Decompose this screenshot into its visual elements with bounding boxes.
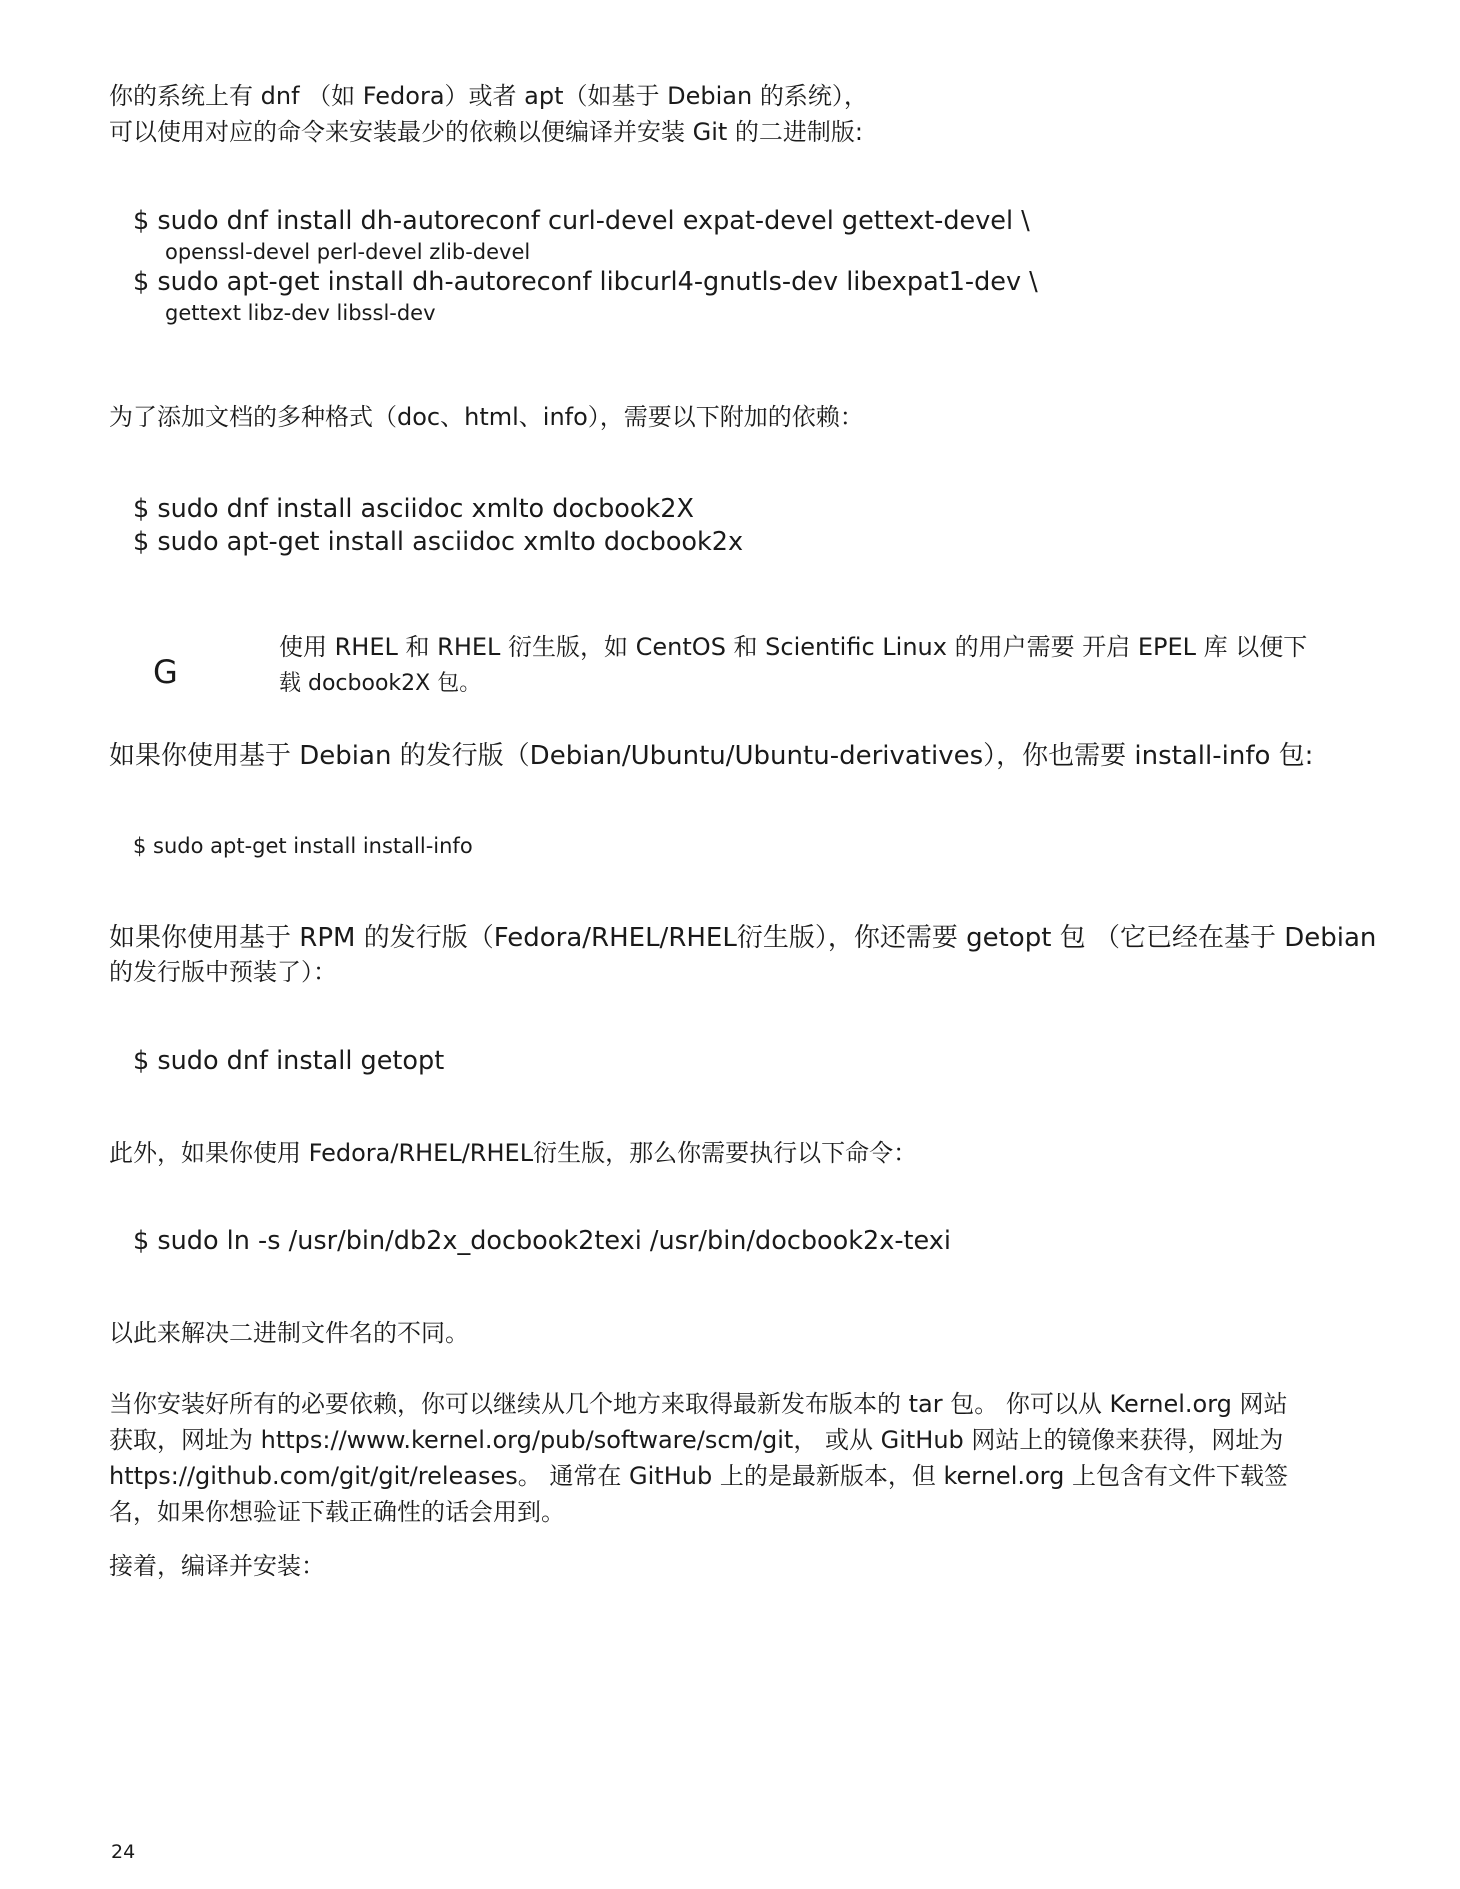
code-line-dnf-deps-cont: openssl-devel perl-devel zlib-devel — [165, 240, 531, 264]
rpm-intro-paragraph — [109, 920, 1376, 988]
note-icon: G — [153, 653, 178, 691]
intro-line-2: 可以使用对应的命令来安装最少的依赖以便编译并安装 Git 的二进制版: — [109, 118, 864, 146]
code-line-install-info: $ sudo apt-get install install-info — [133, 834, 473, 858]
note-text — [279, 628, 1329, 702]
code-line-symlink: $ sudo ln -s /usr/bin/db2x_docbook2texi /usr/bin/docbook2x-texi — [133, 1226, 951, 1256]
code-line-dnf-docs: $ sudo dnf install asciidoc xmlto docbook2X — [133, 494, 694, 524]
code-block-deps — [133, 205, 1038, 327]
code-line-apt-docs: $ sudo apt-get install asciidoc xmlto docbook2x — [133, 527, 744, 557]
tarball-line-1: 当你安装好所有的必要依赖，你可以继续从几个地方来取得最新发布版本的 tar 包。 你可以从 Kernel.org 网站 — [109, 1390, 1288, 1418]
docs-intro-paragraph: 为了添加文档的多种格式（doc、html、info），需要以下附加的依赖： — [109, 403, 864, 431]
note-line-2: 载 docbook2X 包。 — [279, 671, 482, 696]
intro-paragraph — [109, 78, 868, 150]
code-block-docs — [133, 493, 743, 559]
debian-intro-paragraph: 如果你使用基于 Debian 的发行版（Debian/Ubuntu/Ubuntu-derivatives），你也需要 install-info 包: — [109, 741, 1314, 771]
rpm-intro-line-1: 如果你使用基于 RPM 的发行版（Fedora/RHEL/RHEL衍生版），你还需要 getopt 包 （它已经在基于 Debian — [109, 923, 1377, 953]
compile-intro-paragraph: 接着，编译并安装： — [109, 1552, 325, 1580]
intro-line-1: 你的系统上有 dnf （如 Fedora）或者 apt（如基于 Debian 的系统）， — [109, 82, 868, 110]
tarball-paragraph — [109, 1386, 1288, 1530]
rpm-intro-line-2: 的发行版中预装了）： — [109, 958, 337, 986]
tarball-line-2: 获取，网址为 https://www.kernel.org/pub/software/scm/git， 或从 GitHub 网站上的镜像来获得，网址为 — [109, 1426, 1284, 1454]
code-line-dnf-deps: $ sudo dnf install dh-autoreconf curl-devel expat-devel gettext-devel \ — [133, 206, 1030, 236]
code-line-apt-deps-cont: gettext libz-dev libssl-dev — [165, 301, 436, 325]
page-number: 24 — [111, 1841, 136, 1863]
tarball-line-4: 名，如果你想验证下载正确性的话会用到。 — [109, 1498, 565, 1526]
symlink-reason-paragraph: 以此来解决二进制文件名的不同。 — [109, 1319, 469, 1347]
note-line-1: 使用 RHEL 和 RHEL 衍生版，如 CentOS 和 Scientific Linux 的用户需要 开启 EPEL 库 以便下 — [279, 633, 1308, 661]
code-line-getopt: $ sudo dnf install getopt — [133, 1046, 445, 1076]
fedora-intro-paragraph: 此外，如果你使用 Fedora/RHEL/RHEL衍生版，那么你需要执行以下命令： — [109, 1139, 918, 1167]
code-line-apt-deps: $ sudo apt-get install dh-autoreconf libcurl4-gnutls-dev libexpat1-dev \ — [133, 267, 1038, 297]
tarball-line-3: https://github.com/git/git/releases。 通常在 GitHub 上的是最新版本，但 kernel.org 上包含有文件下载签 — [109, 1462, 1288, 1490]
